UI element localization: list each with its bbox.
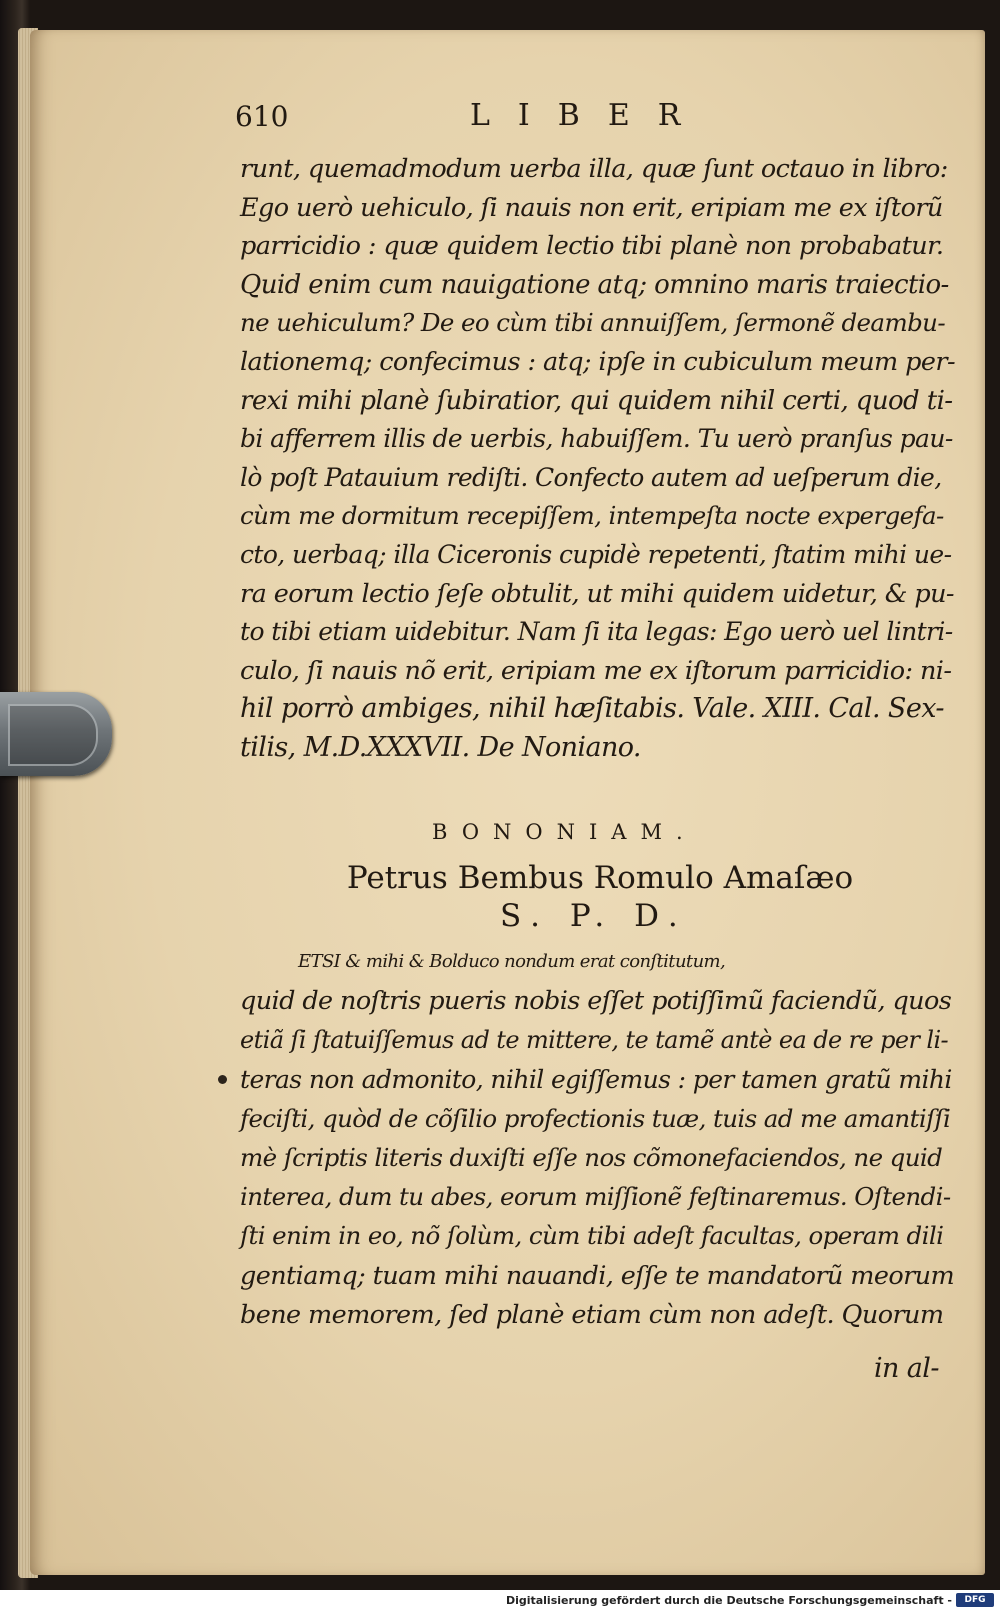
letter-address: BONONIAM. bbox=[432, 820, 697, 844]
ink-mark bbox=[218, 1075, 227, 1084]
text-line: gentiamq; tuam mihi nauandi, eſſe te mandatorũ meorum bbox=[240, 1260, 955, 1291]
text-line: quid de noſtris pueris nobis eſſet potiſſimũ faciendũ, quos bbox=[240, 986, 952, 1017]
page-clip bbox=[0, 692, 112, 776]
text-line: cùm me dormitum recepiſſem, intempeſta nocte expergefa- bbox=[240, 501, 944, 531]
text-line: bi afferrem illis de uerbis, habuiſſem. Tu uerò pranſus pau- bbox=[240, 424, 953, 454]
text-line: interea, dum tu abes, eorum miſſionẽ feſtinaremus. Oſtendi- bbox=[240, 1182, 951, 1212]
text-line: ETSI & mihi & Bolduco nondum erat conſtitutum, bbox=[298, 951, 726, 972]
text-line: feciſti, quòd de cõſilio profectionis tuæ, tuis ad me amantiſſi bbox=[240, 1103, 951, 1133]
text-line: lationemq; confecimus : atq; ipſe in cubiculum meum per- bbox=[240, 347, 955, 377]
text-line: parricidio : quæ quidem lectio tibi planè non probabatur. bbox=[240, 231, 944, 262]
text-line: cto, uerbaq; illa Ciceronis cupidè repetenti, ſtatim mihi ue- bbox=[240, 540, 952, 569]
text-line: rexi mihi planè ſubiratior, qui quidem nihil certi, quod ti- bbox=[240, 385, 953, 416]
text-line: bene memorem, ſed planè etiam cùm non adeſt. Quorum bbox=[240, 1299, 944, 1330]
text-line: Quid enim cum nauigatione atq; omnino maris traiectio- bbox=[240, 269, 949, 300]
catchword: in al- bbox=[874, 1353, 939, 1384]
text-line: ſti enim in eo, nõ ſolùm, cùm tibi adeſt facultas, operam dili bbox=[240, 1221, 944, 1251]
running-title: LIBER bbox=[470, 98, 709, 133]
text-line: teras non admonito, nihil egiſſemus : per tamen gratũ mihi bbox=[240, 1064, 952, 1094]
text-line: hil porrò ambiges, nihil hæſitabis. Vale. XIII. Cal. Sex- bbox=[240, 693, 944, 725]
text-line: lò poſt Patauium rediſti. Confecto autem ad ueſperum die, bbox=[240, 462, 942, 492]
digitization-footer bbox=[0, 1590, 1000, 1611]
text-line: runt, quemadmodum uerba illa, quæ ſunt octauo in libro: bbox=[240, 154, 948, 184]
letter-greeting-formula: S. P. D. bbox=[500, 898, 688, 934]
footer-credit: Digitalisierung gefördert durch die Deutsche Forschungsgemeinschaft - bbox=[505, 1594, 952, 1607]
text-line: to tibi etiam uidebitur. Nam ſi ita legas: Ego uerò uel lintri- bbox=[240, 617, 953, 647]
page-number: 610 bbox=[235, 100, 289, 133]
dfg-logo: DFG bbox=[956, 1593, 994, 1607]
text-line: Ego uerò uehiculo, ſi nauis non erit, eripiam me ex iſtorũ bbox=[240, 192, 943, 223]
text-line: tilis, M.D.XXXVII. De Noniano. bbox=[240, 732, 641, 763]
text-line: mè ſcriptis literis duxiſti eſſe nos cõmonefaciendos, ne quid bbox=[240, 1143, 943, 1172]
letter-salutation: Petrus Bembus Romulo Amaſæo bbox=[346, 860, 854, 896]
text-line: ra eorum lectio ſeſe obtulit, ut mihi quidem uidetur, & pu- bbox=[240, 578, 954, 609]
text-line: ne uehiculum? De eo cùm tibi annuiſſem, ſermonẽ deambu- bbox=[240, 308, 946, 338]
text-line: etiã ſi ſtatuiſſemus ad te mittere, te tamẽ antè ea de re per li- bbox=[240, 1026, 949, 1055]
text-line: culo, ſi nauis nõ erit, eripiam me ex iſtorum parricidio: ni- bbox=[240, 655, 952, 686]
